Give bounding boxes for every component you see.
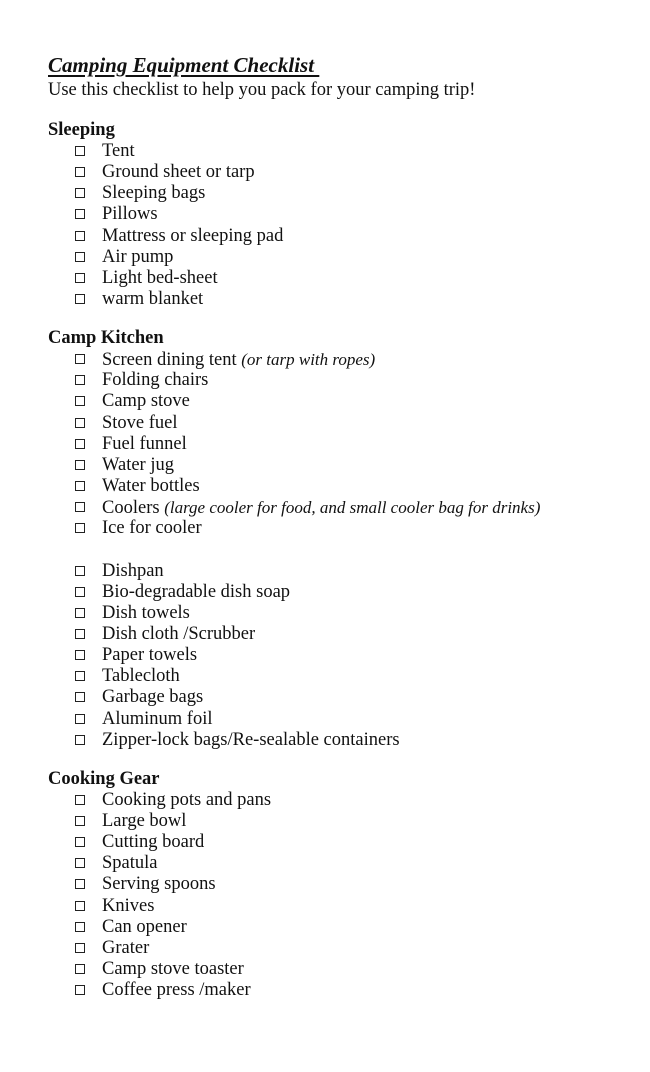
item-label: Light bed-sheet	[102, 267, 218, 288]
section-heading: Sleeping	[48, 120, 115, 140]
checklist-item	[48, 349, 638, 370]
checkbox-icon[interactable]	[75, 354, 85, 364]
checklist-item	[48, 645, 638, 666]
checkbox-icon[interactable]	[75, 671, 85, 681]
checkbox-icon[interactable]	[75, 146, 85, 156]
checklist-item	[48, 832, 638, 853]
checkbox-icon[interactable]	[75, 396, 85, 406]
page-title: Camping Equipment Checklist	[48, 53, 320, 77]
checklist-item	[48, 853, 638, 874]
section-cooking-gear	[48, 769, 638, 1001]
checkbox-icon[interactable]	[75, 502, 85, 512]
item-label: Tablecloth	[102, 666, 180, 687]
item-label: Serving spoons	[102, 874, 216, 895]
checkbox-icon[interactable]	[75, 816, 85, 826]
item-label: Sleeping bags	[102, 183, 206, 204]
checkbox-icon[interactable]	[75, 714, 85, 724]
intro-text: Use this checklist to help you pack for your camping trip!	[48, 80, 476, 100]
checkbox-icon[interactable]	[75, 964, 85, 974]
item-label: Garbage bags	[102, 687, 204, 708]
item-label: Dishpan	[102, 560, 164, 581]
checkbox-icon[interactable]	[75, 523, 85, 533]
checklist-item	[48, 434, 638, 455]
checkbox-icon[interactable]	[75, 460, 85, 470]
checkbox-icon[interactable]	[75, 985, 85, 995]
item-label: Dish cloth /Scrubber	[102, 623, 256, 644]
item-note: (or tarp with ropes)	[241, 350, 376, 370]
checkbox-icon[interactable]	[75, 735, 85, 745]
checkbox-icon[interactable]	[75, 943, 85, 953]
item-label: Mattress or sleeping pad	[102, 225, 284, 246]
checklist-item	[48, 141, 638, 162]
checklist-item	[48, 518, 638, 539]
checklist-item	[48, 476, 638, 497]
item-label: Water bottles	[102, 475, 200, 496]
checkbox-icon[interactable]	[75, 795, 85, 805]
checklist-item	[48, 980, 638, 1001]
checklist-item	[48, 709, 638, 730]
item-label: Air pump	[102, 246, 174, 267]
checklist-item	[48, 162, 638, 183]
checkbox-icon[interactable]	[75, 879, 85, 889]
item-label: Dish towels	[102, 602, 190, 623]
checkbox-icon[interactable]	[75, 566, 85, 576]
checklist-item	[48, 413, 638, 434]
checklist-item	[48, 455, 638, 476]
item-label: Camp stove toaster	[102, 958, 244, 979]
checkbox-icon[interactable]	[75, 418, 85, 428]
checklist-item	[48, 183, 638, 204]
checkbox-icon[interactable]	[75, 294, 85, 304]
item-label: Cutting board	[102, 832, 205, 853]
checklist-item	[48, 226, 638, 247]
checklist	[48, 141, 638, 310]
checklist-item	[48, 603, 638, 624]
item-label: warm blanket	[102, 288, 204, 309]
checklist-item	[48, 959, 638, 980]
checklist	[48, 790, 638, 1001]
item-label: Ground sheet or tarp	[102, 162, 255, 183]
checklist-item	[48, 624, 638, 645]
item-label: Can opener	[102, 916, 187, 937]
checklist-item	[48, 811, 638, 832]
checklist-item	[48, 391, 638, 412]
checkbox-icon[interactable]	[75, 167, 85, 177]
item-note: (large cooler for food, and small cooler bag for drinks)	[164, 498, 541, 518]
checklist	[48, 349, 638, 751]
item-label: Spatula	[102, 853, 158, 874]
item-label: Screen dining tent	[102, 350, 237, 371]
checkbox-icon[interactable]	[75, 375, 85, 385]
checklist-item	[48, 289, 638, 310]
checkbox-icon[interactable]	[75, 231, 85, 241]
section-heading: Camp Kitchen	[48, 328, 164, 349]
item-label: Fuel funnel	[102, 433, 187, 454]
checkbox-icon[interactable]	[75, 650, 85, 660]
checkbox-icon[interactable]	[75, 608, 85, 618]
item-label: Coolers	[102, 498, 160, 519]
checklist-document	[48, 52, 638, 1001]
section-camp-kitchen	[48, 328, 638, 751]
checkbox-icon[interactable]	[75, 188, 85, 198]
section-sleeping	[48, 120, 638, 310]
checkbox-icon[interactable]	[75, 858, 85, 868]
checklist-item	[48, 666, 638, 687]
checklist-item	[48, 687, 638, 708]
checkbox-icon[interactable]	[75, 922, 85, 932]
checklist-item	[48, 561, 638, 582]
checklist-item	[48, 204, 638, 225]
section-heading: Cooking Gear	[48, 768, 160, 789]
checklist-item	[48, 268, 638, 289]
checklist-item	[48, 917, 638, 938]
item-label: Aluminum foil	[102, 708, 213, 729]
item-label: Camp stove	[102, 391, 190, 412]
item-label: Pillows	[102, 204, 158, 225]
item-label: Tent	[102, 141, 135, 161]
checklist-item	[48, 247, 638, 268]
checklist-item	[48, 790, 638, 811]
checklist-item	[48, 497, 638, 518]
checklist-item	[48, 874, 638, 895]
item-label: Paper towels	[102, 645, 198, 666]
item-label: Coffee press /maker	[102, 980, 251, 1001]
checkbox-icon[interactable]	[75, 587, 85, 597]
item-label: Knives	[102, 895, 155, 916]
checkbox-icon[interactable]	[75, 252, 85, 262]
item-label: Cooking pots and pans	[102, 789, 272, 810]
checklist-item	[48, 370, 638, 391]
checkbox-icon[interactable]	[75, 209, 85, 219]
checklist-item	[48, 938, 638, 959]
item-label: Grater	[102, 937, 150, 958]
item-label: Ice for cooler	[102, 518, 202, 539]
checkbox-icon[interactable]	[75, 901, 85, 911]
checklist-item	[48, 582, 638, 603]
item-label: Stove fuel	[102, 412, 178, 433]
checkbox-icon[interactable]	[75, 629, 85, 639]
checklist-item	[48, 896, 638, 917]
checkbox-icon[interactable]	[75, 273, 85, 283]
item-label: Zipper-lock bags/Re-sealable containers	[102, 729, 400, 750]
item-label: Large bowl	[102, 810, 187, 831]
checkbox-icon[interactable]	[75, 481, 85, 491]
checklist-item	[48, 730, 638, 751]
checkbox-icon[interactable]	[75, 439, 85, 449]
checkbox-icon[interactable]	[75, 837, 85, 847]
item-label: Water jug	[102, 454, 174, 475]
item-label: Bio-degradable dish soap	[102, 581, 291, 602]
item-label: Folding chairs	[102, 370, 209, 391]
checkbox-icon[interactable]	[75, 692, 85, 702]
